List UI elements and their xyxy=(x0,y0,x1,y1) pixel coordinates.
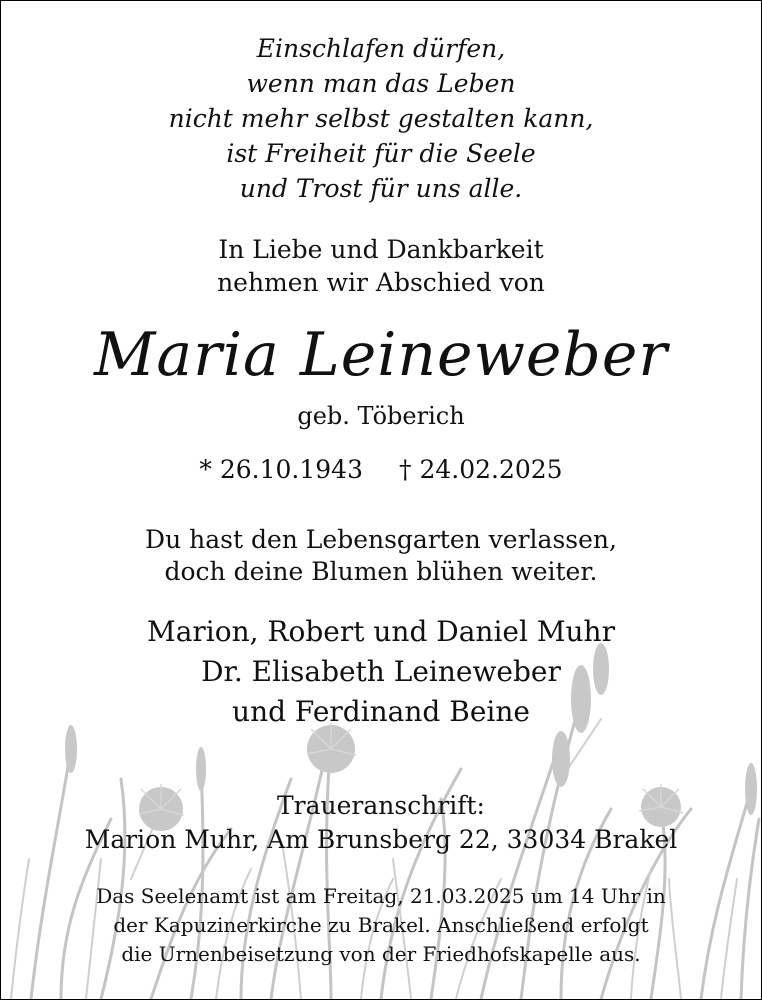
birth-name: geb. Töberich xyxy=(297,402,465,430)
mourner-line: Marion, Robert und Daniel Muhr xyxy=(147,615,615,648)
poem-line: nicht mehr selbst gestalten kann, xyxy=(168,104,594,133)
memorial-verse xyxy=(1,524,761,588)
address-text: Marion Muhr, Am Brunsberg 22, 33034 Brakel xyxy=(84,825,678,854)
service-line: der Kapuzinerkirche zu Brakel. Anschließend erfolgt xyxy=(113,913,649,937)
poem-line: wenn man das Leben xyxy=(246,69,516,98)
intro-line: nehmen wir Abschied von xyxy=(217,268,545,297)
service-line: Das Seelenamt ist am Freitag, 21.03.2025 um 14 Uhr in xyxy=(96,884,666,908)
death-date: † 24.02.2025 xyxy=(399,455,563,484)
deceased-name: Maria Leineweber xyxy=(93,320,669,390)
poem-line: Einschlafen dürfen, xyxy=(256,34,506,63)
poem-line: ist Freiheit für die Seele xyxy=(226,139,536,168)
verse-line: doch deine Blumen blühen weiter. xyxy=(164,557,598,586)
service-details xyxy=(1,882,761,969)
address-label: Traueranschrift: xyxy=(277,791,485,820)
farewell-intro xyxy=(1,233,761,299)
poem-line: und Trost für uns alle. xyxy=(239,174,523,203)
life-dates xyxy=(1,453,761,486)
mourners-list xyxy=(1,612,761,732)
birth-date: * 26.10.1943 xyxy=(199,455,363,484)
mourner-line: Dr. Elisabeth Leineweber xyxy=(201,655,561,688)
verse-line: Du hast den Lebensgarten verlassen, xyxy=(145,525,617,554)
mourning-address xyxy=(1,789,761,857)
intro-line: In Liebe und Dankbarkeit xyxy=(218,235,544,264)
mourner-line: und Ferdinand Beine xyxy=(232,695,530,728)
memorial-poem xyxy=(1,31,761,206)
service-line: die Urnenbeisetzung von der Friedhofskapelle aus. xyxy=(121,942,641,966)
